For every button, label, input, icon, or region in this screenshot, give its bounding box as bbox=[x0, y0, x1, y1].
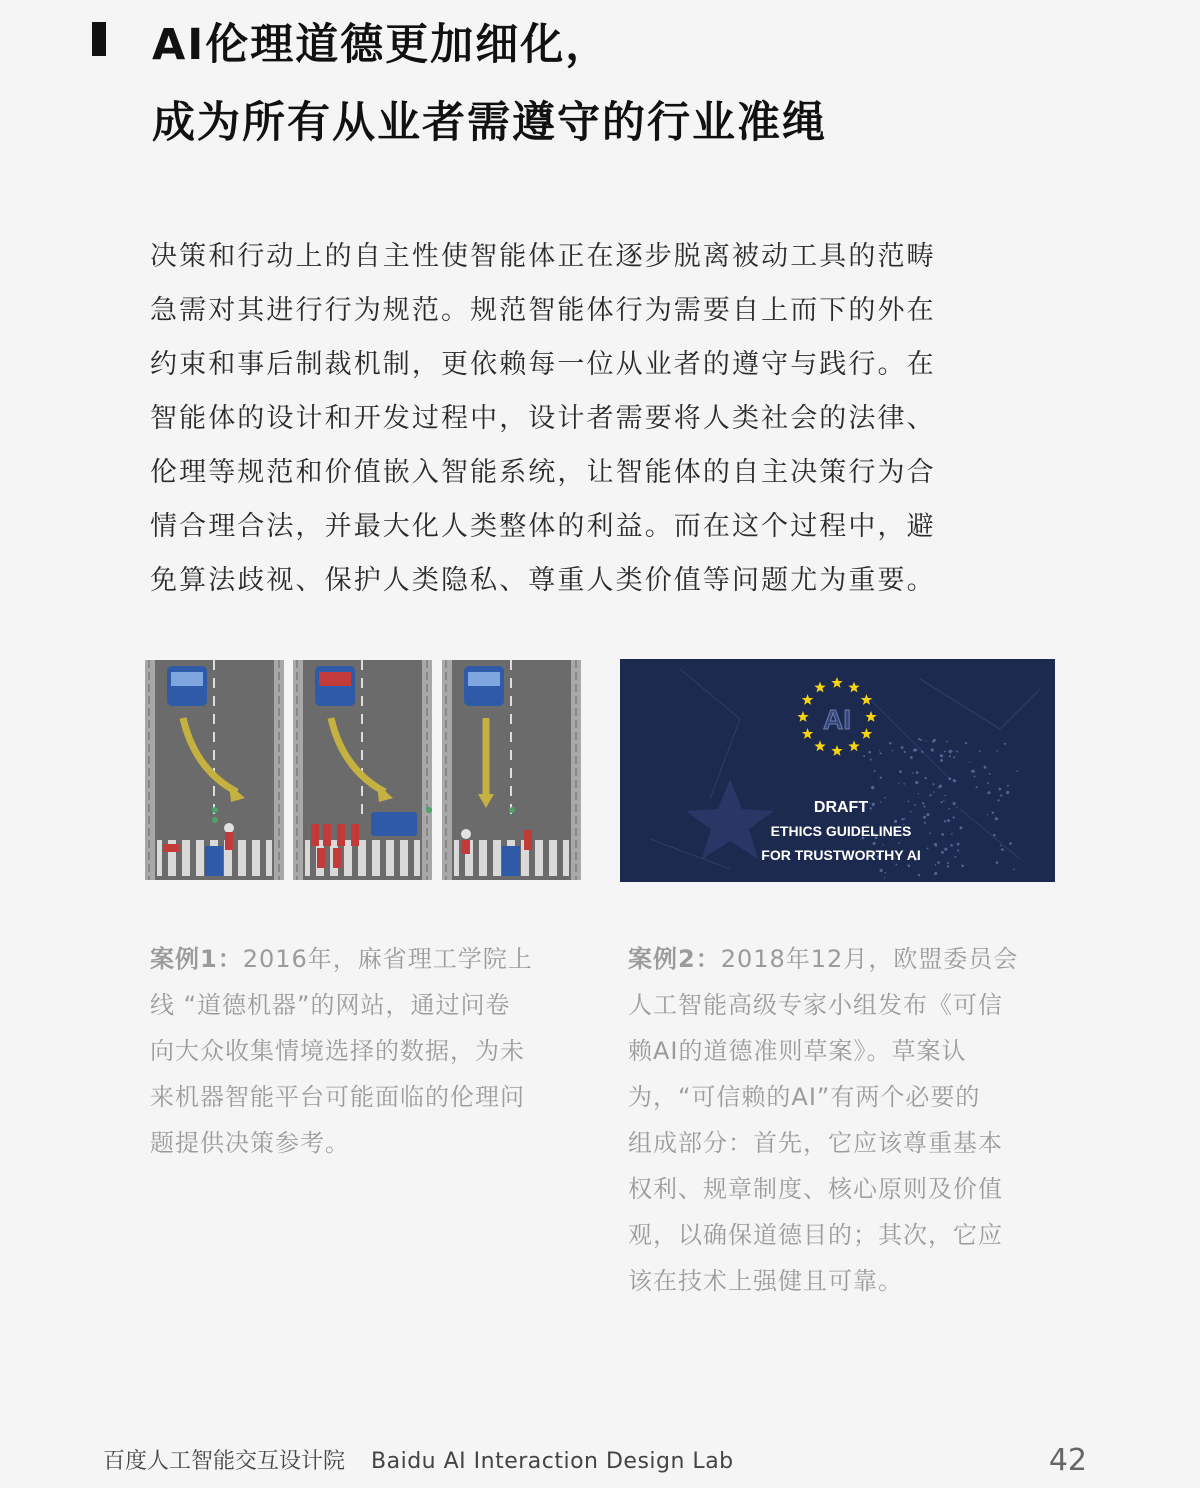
particle-dot bbox=[941, 833, 944, 836]
particle-dot bbox=[1000, 794, 1002, 796]
case-1-line: 向大众收集情境选择的数据，为未 bbox=[150, 1037, 525, 1065]
footer-org-cn: 百度人工智能交互设计院 bbox=[103, 1449, 346, 1474]
particle-dot bbox=[997, 799, 999, 801]
particle-dot bbox=[953, 779, 956, 782]
particle-dot bbox=[989, 773, 991, 775]
case-1-line: 来机器智能平台可能面临的伦理问 bbox=[150, 1083, 525, 1111]
case-1-line: 线 “道德机器”的网站，通过问卷 bbox=[150, 991, 511, 1019]
particle-dot bbox=[907, 864, 910, 867]
particle-dot bbox=[863, 755, 865, 757]
particle-dot bbox=[944, 795, 945, 796]
title-line-1: AI伦理道德更加细化， bbox=[152, 20, 611, 70]
body-line: 约束和事后制裁机制，更依赖每一位从业者的遵守与践行。在 bbox=[150, 349, 936, 380]
particle-dot bbox=[935, 846, 936, 847]
eu-cover-graphic bbox=[620, 659, 1055, 882]
body-paragraph bbox=[150, 230, 1050, 608]
case-1-line-1 bbox=[150, 936, 580, 982]
particle-dot bbox=[934, 843, 937, 846]
particle-dot bbox=[955, 856, 956, 857]
particle-dot bbox=[926, 740, 927, 741]
particle-dot bbox=[937, 861, 940, 864]
particle-dot bbox=[903, 783, 905, 785]
particle-dot bbox=[870, 759, 872, 761]
particle-dot bbox=[901, 746, 904, 749]
particle-dot bbox=[943, 800, 944, 801]
ai-logo-text: AI bbox=[823, 704, 851, 735]
particle-dot bbox=[944, 848, 947, 851]
particle-dot bbox=[987, 814, 988, 815]
particle-dot bbox=[957, 843, 960, 846]
particle-dot bbox=[953, 816, 955, 818]
particle-dot bbox=[884, 797, 886, 799]
particle-dot bbox=[872, 803, 875, 806]
particle-dot bbox=[880, 869, 883, 872]
body-line: 伦理等规范和价值嵌入智能系统，让智能体的自主决策行为合 bbox=[150, 457, 936, 488]
particle-dot bbox=[941, 851, 944, 854]
scenario-panel-2 bbox=[293, 660, 432, 880]
particle-dot bbox=[944, 750, 946, 752]
case-2-line: 观，以确保道德目的；其次，它应 bbox=[628, 1221, 1003, 1249]
cover-title-ethics: ETHICS GUIDELINES bbox=[770, 823, 912, 839]
particle-dot bbox=[940, 754, 943, 757]
particle-dot bbox=[904, 818, 906, 820]
particle-dot bbox=[1000, 845, 1002, 847]
particle-dot bbox=[979, 750, 981, 752]
particle-dot bbox=[993, 834, 996, 837]
particle-dot bbox=[898, 782, 899, 783]
particle-dot bbox=[884, 872, 886, 874]
particle-dot bbox=[941, 801, 943, 803]
particle-dot bbox=[987, 782, 989, 784]
particle-dot bbox=[879, 750, 880, 751]
particle-dot bbox=[918, 874, 920, 876]
particle-dot bbox=[953, 802, 956, 805]
particle-dot bbox=[901, 818, 904, 821]
body-line: 情合理合法，并最大化人类整体的利益。而在这个过程中，避 bbox=[150, 511, 936, 542]
particle-dot bbox=[947, 819, 950, 822]
particle-dot bbox=[969, 761, 970, 762]
particle-dot bbox=[904, 751, 906, 753]
moral-machine-illustration bbox=[145, 660, 581, 880]
particle-dot bbox=[950, 844, 953, 847]
case-2-text: 2018年12月，欧盟委员会 bbox=[720, 945, 1019, 973]
particle-dot bbox=[998, 788, 1001, 791]
scenario-panel-1 bbox=[145, 660, 284, 880]
body-line: 免算法歧视、保护人类隐私、尊重人类价值等问题尤为重要。 bbox=[150, 565, 936, 596]
particle-dot bbox=[938, 786, 940, 788]
particle-dot bbox=[992, 812, 994, 814]
particle-dot bbox=[927, 848, 929, 850]
particle-dot bbox=[912, 772, 914, 774]
particle-dot bbox=[914, 804, 916, 806]
particle-dot bbox=[923, 816, 926, 819]
particle-dot bbox=[882, 844, 883, 845]
case-2-line: 赖AI的道德准则草案》。草案认 bbox=[628, 1037, 967, 1065]
particle-dot bbox=[924, 806, 926, 808]
particle-dot bbox=[916, 771, 919, 774]
particle-dot bbox=[1006, 791, 1009, 794]
scenario-panel-3 bbox=[442, 660, 581, 880]
particle-dot bbox=[884, 877, 885, 878]
heading-marker bbox=[92, 22, 106, 56]
particle-dot bbox=[996, 861, 999, 864]
particle-dot bbox=[922, 802, 924, 804]
particle-dot bbox=[956, 807, 957, 808]
particle-dot bbox=[956, 751, 958, 753]
particle-dot bbox=[892, 750, 893, 751]
particle-dot bbox=[918, 793, 919, 794]
body-line: 急需对其进行行为规范。规范智能体行为需要自上而下的外在 bbox=[150, 295, 936, 326]
particle-dot bbox=[871, 786, 874, 789]
particle-dot bbox=[910, 811, 912, 813]
particle-dot bbox=[931, 748, 934, 751]
particle-dot bbox=[996, 750, 998, 752]
particle-dot bbox=[987, 791, 990, 794]
particle-dot bbox=[948, 808, 950, 810]
particle-dot bbox=[953, 756, 955, 758]
particle-dot bbox=[908, 801, 910, 803]
particle-dot bbox=[880, 752, 882, 754]
particle-dot bbox=[925, 777, 927, 779]
particle-dot bbox=[921, 751, 923, 753]
case-2-line: 人工智能高级专家小组发布《可信 bbox=[628, 991, 1003, 1019]
case-1-caption bbox=[150, 936, 580, 1166]
particle-dot bbox=[880, 776, 882, 778]
particle-dot bbox=[976, 786, 978, 788]
particle-dot bbox=[934, 872, 937, 875]
particle-dot bbox=[984, 766, 987, 769]
particle-dot bbox=[951, 833, 953, 835]
case-1-label: 案例1： bbox=[150, 945, 243, 973]
particle-dot bbox=[959, 826, 962, 829]
footer-organization bbox=[103, 1444, 734, 1475]
particle-dot bbox=[932, 783, 934, 785]
particle-dot bbox=[948, 777, 951, 780]
case-2-line: 权利、规章制度、核心原则及价值 bbox=[628, 1175, 1003, 1203]
particle-dot bbox=[949, 755, 951, 757]
case-2-label: 案例2： bbox=[628, 945, 721, 973]
particle-dot bbox=[1001, 848, 1004, 851]
particle-dot bbox=[932, 740, 935, 743]
particle-dot bbox=[868, 751, 871, 754]
eu-guidelines-cover bbox=[620, 659, 1055, 882]
particle-dot bbox=[974, 776, 976, 778]
page-number: 42 bbox=[1048, 1443, 1087, 1478]
cover-title-trustworthy: FOR TRUSTWORTHY AI bbox=[761, 847, 921, 863]
case-2-line: 组成部分：首先，它应该尊重基本 bbox=[628, 1129, 1003, 1157]
particle-dot bbox=[951, 750, 953, 752]
particle-dot bbox=[870, 807, 872, 809]
particle-dot bbox=[957, 850, 959, 852]
particle-dot bbox=[929, 832, 931, 834]
particle-dot bbox=[1013, 868, 1015, 870]
body-line: 智能体的设计和开发过程中，设计者需要将人类社会的法律、 bbox=[150, 403, 936, 434]
particle-dot bbox=[944, 820, 946, 822]
particle-dot bbox=[895, 864, 897, 866]
particle-dot bbox=[889, 742, 892, 745]
particle-dot bbox=[946, 741, 948, 743]
particle-dot bbox=[924, 822, 926, 824]
particle-dot bbox=[1004, 743, 1006, 745]
title-line-2: 成为所有从业者需遵守的行业准绳 bbox=[152, 98, 827, 148]
particle-dot bbox=[947, 865, 949, 867]
case-2-line: 该在技术上强健且可靠。 bbox=[628, 1267, 903, 1295]
particle-dot bbox=[933, 791, 935, 793]
particle-dot bbox=[1007, 785, 1009, 787]
case-1-text: 2016年，麻省理工学院上 bbox=[242, 945, 533, 973]
particle-dot bbox=[961, 865, 964, 868]
case-2-line: 为，“可信赖的AI”有两个必要的 bbox=[628, 1083, 981, 1111]
case-1-line: 题提供决策参考。 bbox=[150, 1129, 350, 1157]
particle-dot bbox=[940, 759, 943, 762]
footer-org-en: Baidu AI Interaction Design Lab bbox=[371, 1449, 734, 1474]
particle-dot bbox=[947, 862, 949, 864]
particle-dot bbox=[899, 770, 902, 773]
particle-dot bbox=[898, 842, 900, 844]
particle-dot bbox=[926, 813, 929, 816]
body-line: 决策和行动上的自主性使智能体正在逐步脱离被动工具的范畴 bbox=[150, 241, 936, 272]
page-title bbox=[152, 6, 827, 162]
particle-dot bbox=[935, 864, 936, 865]
case-2-caption bbox=[628, 936, 1058, 1304]
particle-dot bbox=[874, 770, 876, 772]
particle-dot bbox=[869, 803, 870, 804]
particle-dot bbox=[1017, 770, 1019, 772]
case-2-line-1 bbox=[628, 936, 1058, 982]
particle-dot bbox=[929, 794, 931, 796]
particle-dot bbox=[920, 739, 922, 741]
particle-dot bbox=[915, 749, 918, 752]
particle-dot bbox=[880, 801, 881, 802]
particle-dot bbox=[910, 756, 913, 759]
particle-dot bbox=[873, 842, 876, 845]
particle-dot bbox=[915, 781, 918, 784]
particle-dot bbox=[918, 738, 920, 740]
particle-dot bbox=[1009, 842, 1012, 845]
particle-dot bbox=[995, 817, 998, 820]
cover-title-draft: DRAFT bbox=[813, 799, 869, 816]
particle-dot bbox=[971, 770, 974, 773]
particle-dot bbox=[965, 742, 967, 744]
